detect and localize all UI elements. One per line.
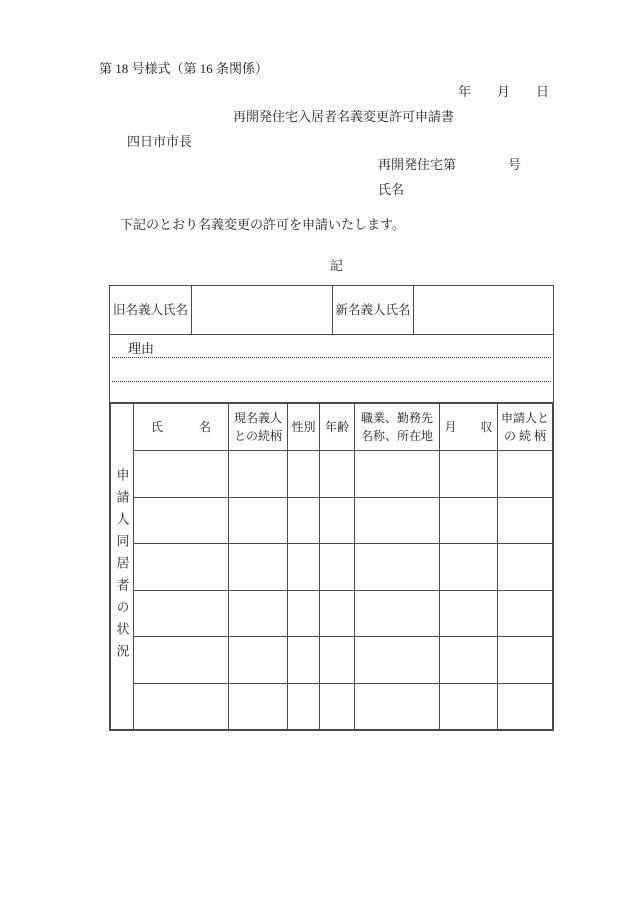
form-number-text: 第 18 号様式（第 16 条関係）: [99, 61, 269, 76]
table-cell: [355, 451, 440, 497]
applicant-name-label: 氏名: [378, 182, 405, 197]
table-cell: [288, 497, 320, 543]
table-cell: [134, 590, 229, 636]
table-cell: [498, 544, 553, 590]
header-relation-applicant-line2: の 続 柄: [503, 429, 546, 444]
table-row: [111, 544, 553, 590]
reason-dotted-line-2: [112, 381, 551, 382]
table-cell: [320, 590, 355, 636]
side-label-vertical-text: 申請人同居者の状況: [114, 467, 130, 666]
table-cell: [440, 451, 498, 497]
date-line: 年 月 日: [458, 84, 550, 99]
table-cell: [134, 544, 229, 590]
household-header-row: [111, 404, 553, 451]
table-cell: [498, 497, 553, 543]
header-relation-applicant-line1: 申請人と: [500, 410, 549, 425]
name-change-row: [110, 286, 553, 335]
table-cell: [320, 637, 355, 683]
table-cell: [355, 683, 440, 729]
table-cell: [320, 497, 355, 543]
table-cell: [320, 544, 355, 590]
household-table: [110, 403, 553, 730]
reason-section: [110, 335, 553, 403]
header-occupation-line1: 職業、勤務先: [360, 410, 433, 425]
table-cell: [134, 683, 229, 729]
table-cell: [498, 683, 553, 729]
table-cell: [288, 544, 320, 590]
side-label-cell: [111, 404, 134, 730]
table-cell: [320, 451, 355, 497]
header-name: 氏 名: [134, 404, 229, 451]
table-cell: [229, 497, 288, 543]
header-relation-current: [229, 404, 288, 451]
table-cell: [355, 637, 440, 683]
table-cell: [320, 683, 355, 729]
table-row: [111, 637, 553, 683]
table-cell: [229, 451, 288, 497]
header-age: 年齢: [320, 404, 355, 451]
table-cell: [134, 451, 229, 497]
reason-dotted-line-1: [112, 357, 551, 358]
table-cell: [498, 590, 553, 636]
header-occupation-line2: 名称、所在地: [360, 429, 433, 444]
table-cell: [288, 590, 320, 636]
table-cell: [355, 544, 440, 590]
table-row: [111, 683, 553, 729]
header-gender: 性別: [288, 404, 320, 451]
table-cell: [355, 590, 440, 636]
table-cell: [440, 544, 498, 590]
table-cell: [229, 637, 288, 683]
table-cell: [229, 683, 288, 729]
new-name-label-cell: 新名義人氏名: [333, 286, 414, 334]
table-cell: [440, 637, 498, 683]
reason-label: 理由: [128, 341, 155, 356]
ki-heading: 記: [330, 258, 344, 273]
addressee-text: 四日市市長: [127, 134, 193, 149]
header-occupation: [355, 404, 440, 451]
table-cell: [355, 497, 440, 543]
header-monthly-income: 月 収: [440, 404, 498, 451]
table-cell: [498, 451, 553, 497]
table-cell: [229, 544, 288, 590]
old-name-label-cell: 旧名義人氏名: [110, 286, 192, 334]
header-relation-current-line1: 現名義人: [233, 410, 282, 425]
table-row: [111, 451, 553, 497]
old-name-value-cell: [192, 286, 333, 334]
table-cell: [440, 497, 498, 543]
table-cell: [134, 637, 229, 683]
table-cell: [288, 683, 320, 729]
header-relation-applicant: [498, 404, 553, 451]
new-name-value-cell: [414, 286, 553, 334]
table-cell: [229, 590, 288, 636]
statement-text: 下記のとおり名義変更の許可を申請いたします。: [120, 217, 405, 232]
table-cell: [498, 637, 553, 683]
header-relation-current-line2: との続柄: [233, 429, 282, 444]
table-row: [111, 590, 553, 636]
form-frame: [109, 285, 554, 731]
housing-number-line: 再開発住宅第 号: [378, 157, 522, 172]
table-cell: [440, 683, 498, 729]
form-title: 再開発住宅入居者名義変更許可申請書: [233, 109, 455, 124]
table-cell: [440, 590, 498, 636]
table-cell: [288, 451, 320, 497]
table-cell: [134, 497, 229, 543]
table-row: [111, 497, 553, 543]
table-cell: [288, 637, 320, 683]
